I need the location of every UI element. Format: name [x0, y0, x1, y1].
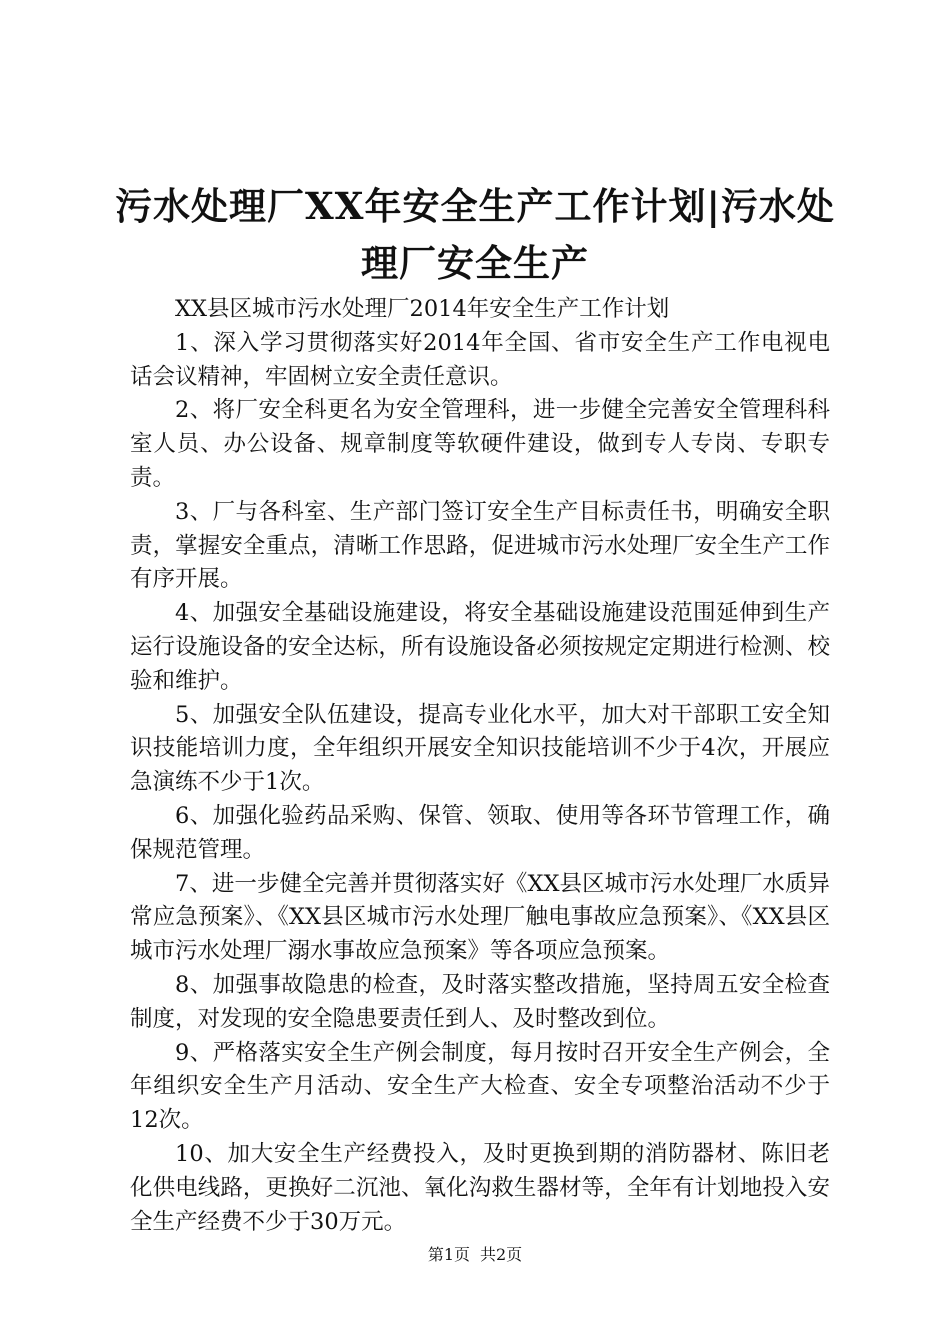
- paragraph: 5、加强安全队伍建设，提高专业化水平，加大对干部职工安全知识技能培训力度，全年组织开展安全知识技能培训不少于4次，开展应急演练不少于1次。: [130, 701, 830, 796]
- paragraph: 10、加大安全生产经费投入，及时更换到期的消防器材、陈旧老化供电线路，更换好二沉池、氧化沟救生器材等，全年有计划地投入安全生产经费不少于30万元。: [130, 1140, 830, 1235]
- document-body: [130, 293, 830, 1239]
- page-total: 共2页: [480, 1245, 523, 1264]
- paragraph: 8、加强事故隐患的检查，及时落实整改措施，坚持周五安全检查制度，对发现的安全隐患要责任到人、及时整改到位。: [130, 971, 830, 1032]
- page-footer: [0, 1242, 950, 1265]
- page-number: 第1页: [427, 1245, 470, 1264]
- paragraph: 3、厂与各科室、生产部门签订安全生产目标责任书，明确安全职责，掌握安全重点，清晰工作思路，促进城市污水处理厂安全生产工作有序开展。: [130, 498, 830, 593]
- document-subtitle: XX县区城市污水处理厂2014年安全生产工作计划: [175, 296, 670, 322]
- paragraph: 7、进一步健全完善并贯彻落实好《XX县区城市污水处理厂水质异常应急预案》、《XX县区城市污水处理厂触电事故应急预案》、《XX县区城市污水处理厂溺水事故应急预案》等各项应急预案。: [130, 870, 830, 965]
- paragraph: 2、将厂安全科更名为安全管理科，进一步健全完善安全管理科科室人员、办公设备、规章制度等软硬件建设，做到专人专岗、专职专责。: [130, 397, 830, 491]
- paragraph: 1、深入学习贯彻落实好2014年全国、省市安全生产工作电视电话会议精神，牢固树立安全责任意识。: [130, 329, 830, 390]
- paragraph: 4、加强安全基础设施建设，将安全基础设施建设范围延伸到生产运行设施设备的安全达标，所有设施设备必须按规定定期进行检测、校验和维护。: [130, 600, 830, 694]
- paragraph: 9、严格落实安全生产例会制度，每月按时召开安全生产例会，全年组织安全生产月活动、安全生产大检查、安全专项整治活动不少于12次。: [130, 1039, 830, 1134]
- paragraph: 6、加强化验药品采购、保管、领取、使用等各环节管理工作，确保规范管理。: [130, 802, 830, 863]
- document-title: 污水处理厂XX年安全生产工作计划|污水处理厂安全生产: [115, 184, 835, 285]
